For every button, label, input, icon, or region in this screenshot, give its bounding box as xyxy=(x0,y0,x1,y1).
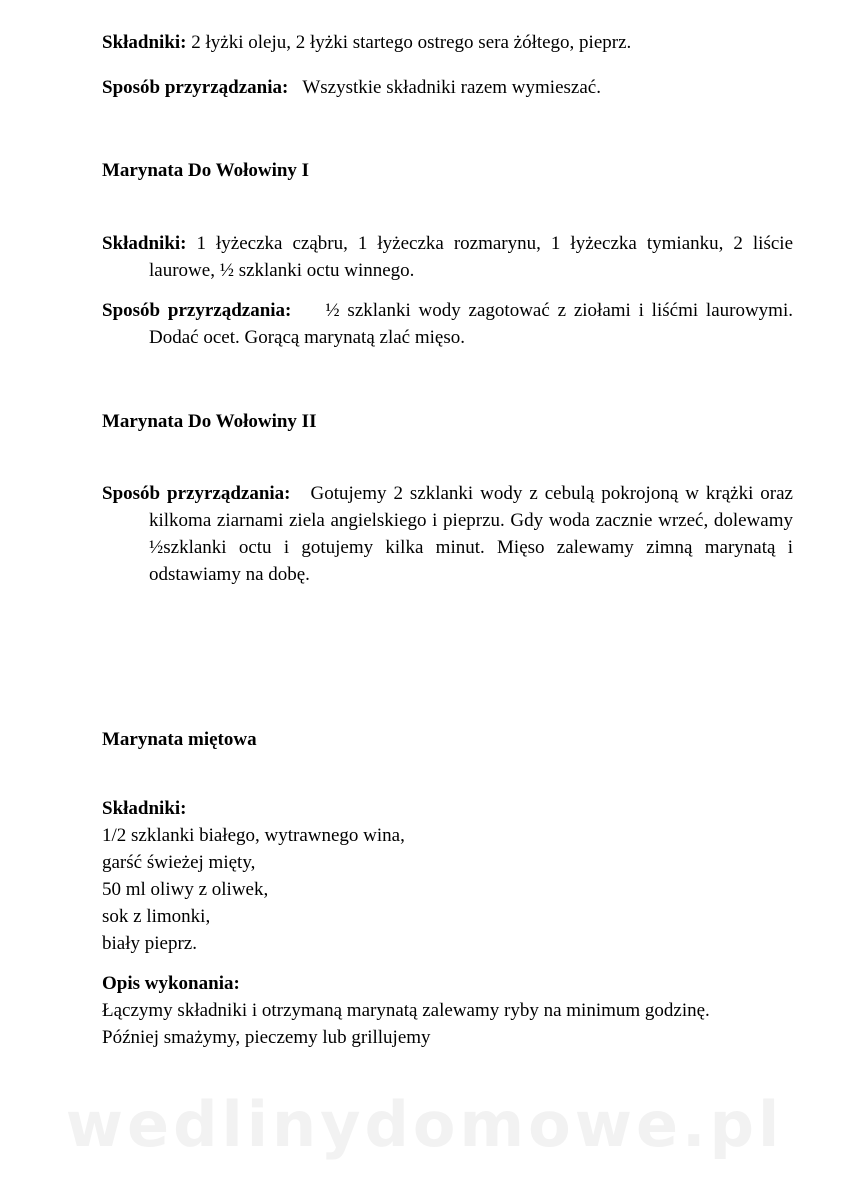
watermark: wedlinydomowe.pl xyxy=(65,1088,784,1161)
ingredients-label: Składniki: xyxy=(102,32,187,53)
method-label: Sposób przyrządzania: xyxy=(102,77,289,98)
method-paragraph-3 xyxy=(102,480,793,588)
ingredient-line: garść świeżej mięty, xyxy=(102,852,256,873)
ingredients-label: Składniki: xyxy=(102,233,187,254)
ingredient-line: sok z limonki, xyxy=(102,906,211,927)
method-line: Łączymy składniki i otrzymaną marynatą zalewamy ryby na minimum godzinę. xyxy=(102,1000,710,1021)
recipe-title-beef-marinade-1: Marynata Do Wołowiny I xyxy=(102,160,310,181)
ingredient-line: 1/2 szklanki białego, wytrawnego wina, xyxy=(102,825,405,846)
ingredients-text: 2 łyżki oleju, 2 łyżki startego ostrego sera żółtego, pieprz. xyxy=(191,32,632,53)
method-text: ½ szklanki wody zagotować z ziołami i liśćmi laurowymi. Dodać ocet. Gorącą marynatą zlać mięso. xyxy=(149,300,793,348)
method-text: Gotujemy 2 szklanki wody z cebulą pokrojoną w krążki oraz kilkoma ziarnami ziela angielskiego i pieprzu. Gdy woda zacznie wrzeć, dolewamy ½szklanki octu i gotujemy kilka minut. Mięso zalewamy zimną marynatą i odstawiamy na dobę. xyxy=(149,483,793,585)
method-paragraph-1 xyxy=(102,74,793,101)
ingredients-paragraph-1 xyxy=(102,29,793,56)
ingredients-paragraph-2 xyxy=(102,230,793,284)
method-label: Sposób przyrządzania: xyxy=(102,483,291,504)
method-line: Później smażymy, pieczemy lub grillujemy xyxy=(102,1027,431,1048)
method-paragraph-2 xyxy=(102,297,793,351)
ingredients-label: Składniki: xyxy=(102,798,187,819)
method-text: Wszystkie składniki razem wymieszać. xyxy=(302,77,601,98)
recipe-title-beef-marinade-2: Marynata Do Wołowiny II xyxy=(102,411,317,432)
ingredient-line: 50 ml oliwy z oliwek, xyxy=(102,879,269,900)
ingredients-text: 1 łyżeczka cząbru, 1 łyżeczka rozmarynu, 1 łyżeczka tymianku, 2 liście laurowe, ½ szklanki octu winnego. xyxy=(149,233,794,281)
method-label: Opis wykonania: xyxy=(102,973,240,994)
recipe-title-mint-marinade: Marynata miętowa xyxy=(102,729,257,750)
ingredient-line: biały pieprz. xyxy=(102,933,197,954)
method-label: Sposób przyrządzania: xyxy=(102,300,292,321)
method-block xyxy=(102,970,710,1051)
ingredients-list xyxy=(102,795,405,957)
